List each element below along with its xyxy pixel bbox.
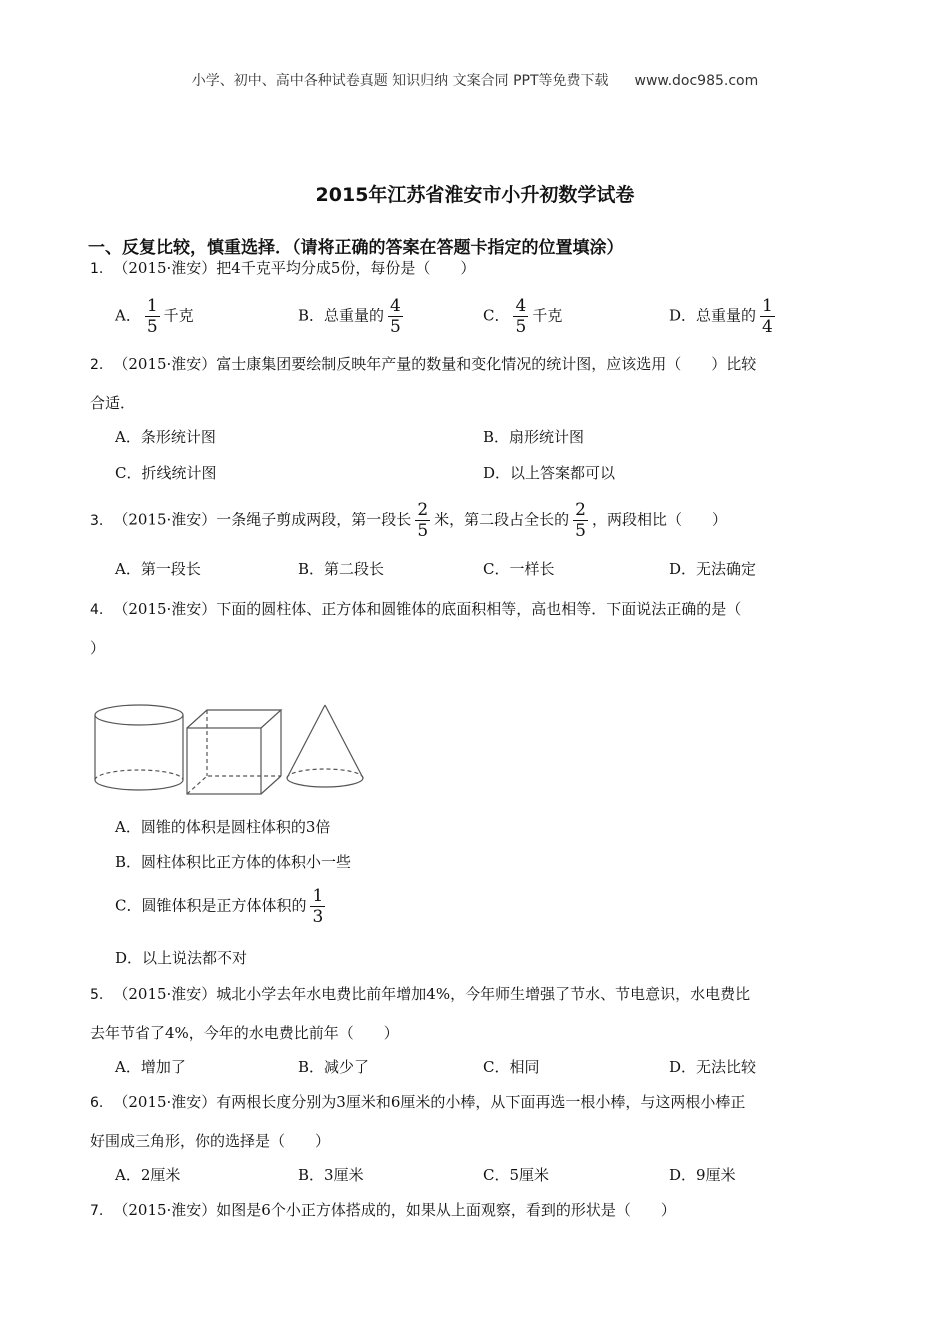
header-text: 小学、初中、高中各种试卷真题 知识归纳 文案合同 PPT等免费下载	[191, 73, 609, 89]
q1-option-c[interactable]	[483, 296, 562, 337]
q5-option-d[interactable]: D．无法比较	[669, 1058, 757, 1076]
q4-option-c[interactable]	[115, 886, 329, 927]
q5-option-a[interactable]: A．增加了	[115, 1058, 186, 1076]
page-header	[0, 70, 950, 90]
q3-option-d[interactable]: D．无法确定	[669, 560, 757, 578]
option-label: A．	[115, 306, 141, 325]
option-label: D．总重量的	[669, 306, 757, 325]
question-6	[90, 1083, 870, 1160]
fraction: $\frac{1}{3}$	[312, 886, 324, 927]
q3-option-a[interactable]: A．第一段长	[115, 560, 201, 578]
option-label: B．总重量的	[298, 306, 385, 325]
option-text: C．圆锥体积是正方体体积的	[115, 896, 307, 915]
q2-option-c[interactable]: C．折线统计图	[115, 464, 217, 482]
question-text: （2015·淮安）一条绳子剪成两段，第一段长	[113, 510, 412, 529]
question-number: 2.	[90, 357, 104, 373]
q6-option-b[interactable]: B．3厘米	[298, 1166, 364, 1184]
q4-option-d[interactable]: D．以上说法都不对	[115, 949, 248, 967]
q3-option-c[interactable]: C．一样长	[483, 560, 555, 578]
page-title: 2015年江苏省淮安市小升初数学试卷	[315, 184, 635, 206]
question-text-cont: ）	[90, 639, 106, 657]
header-url[interactable]: www.doc985.com	[634, 73, 759, 89]
cube-figure	[187, 710, 281, 794]
question-text-cont: 去年节省了4%，今年的水电费比前年（ ）	[90, 1024, 399, 1042]
q2-option-b[interactable]: B．扇形统计图	[483, 428, 585, 446]
q5-option-c[interactable]: C．相同	[483, 1058, 540, 1076]
question-text: （2015·淮安）把4千克平均分成5份，每份是（ ）	[113, 259, 476, 277]
question-text: （2015·淮安）下面的圆柱体、正方体和圆锥体的底面积相等，高也相等．下面说法正确的是（	[113, 600, 742, 618]
question-number: 3.	[90, 512, 104, 529]
option-unit: 千克	[532, 306, 563, 325]
question-number: 7.	[90, 1203, 104, 1219]
question-2	[90, 345, 870, 422]
q4-option-b[interactable]: B．圆柱体积比正方体的体积小一些	[115, 853, 352, 871]
question-text-cont: 好围成三角形，你的选择是（ ）	[90, 1132, 331, 1150]
question-number: 1.	[90, 261, 104, 277]
q1-option-a[interactable]	[115, 296, 194, 337]
q6-option-c[interactable]: C．5厘米	[483, 1166, 550, 1184]
fraction: $\frac{1}{5}$	[146, 296, 158, 337]
q6-option-a[interactable]: A．2厘米	[115, 1166, 181, 1184]
question-text: （2015·淮安）城北小学去年水电费比前年增加4%，今年师生增强了节水、节电意识，水电费比	[113, 985, 751, 1003]
question-text: （2015·淮安）如图是6个小正方体搭成的，如果从上面观察，看到的形状是（ ）	[113, 1201, 676, 1219]
q6-option-d[interactable]: D．9厘米	[669, 1166, 736, 1184]
question-3	[90, 500, 860, 541]
question-text: （2015·淮安）有两根长度分别为3厘米和6厘米的小棒，从下面再选一根小棒，与这两根小棒正	[113, 1093, 746, 1111]
q2-option-d[interactable]: D．以上答案都可以	[483, 464, 616, 482]
fraction: $\frac{4}{5}$	[390, 296, 401, 337]
q4-option-a[interactable]: A．圆锥的体积是圆柱体积的3倍	[115, 818, 331, 836]
question-4	[90, 590, 870, 667]
question-text: 米，第二段占全长的	[434, 510, 570, 529]
solid-shapes-figure	[92, 700, 372, 800]
q3-option-b[interactable]: B．第二段长	[298, 560, 385, 578]
question-text: ，两段相比（ ）	[591, 510, 727, 529]
cylinder-figure	[95, 705, 183, 790]
cone-figure	[287, 705, 363, 787]
question-number: 4.	[90, 602, 104, 618]
q1-option-b[interactable]	[298, 296, 407, 337]
fraction: $\frac{2}{5}$	[417, 500, 429, 541]
question-5	[90, 975, 870, 1052]
q5-option-b[interactable]: B．减少了	[298, 1058, 370, 1076]
question-number: 5.	[90, 987, 104, 1003]
fraction: $\frac{1}{4}$	[762, 296, 773, 337]
question-number: 6.	[90, 1095, 104, 1111]
q2-option-a[interactable]: A．条形统计图	[115, 428, 216, 446]
fraction: $\frac{4}{5}$	[515, 296, 527, 337]
question-7	[90, 1191, 860, 1230]
question-1	[90, 249, 860, 288]
question-text: （2015·淮安）富士康集团要绘制反映年产量的数量和变化情况的统计图，应该选用（ ）比较	[113, 355, 757, 373]
section-heading: 一、反复比较，慎重选择．（请将正确的答案在答题卡指定的位置填涂）	[88, 238, 624, 258]
option-label: C．	[483, 306, 510, 325]
q1-option-d[interactable]	[669, 296, 779, 337]
question-text-cont: 合适．	[90, 394, 136, 412]
fraction: $\frac{2}{5}$	[575, 500, 586, 541]
option-unit: 千克	[163, 306, 194, 325]
